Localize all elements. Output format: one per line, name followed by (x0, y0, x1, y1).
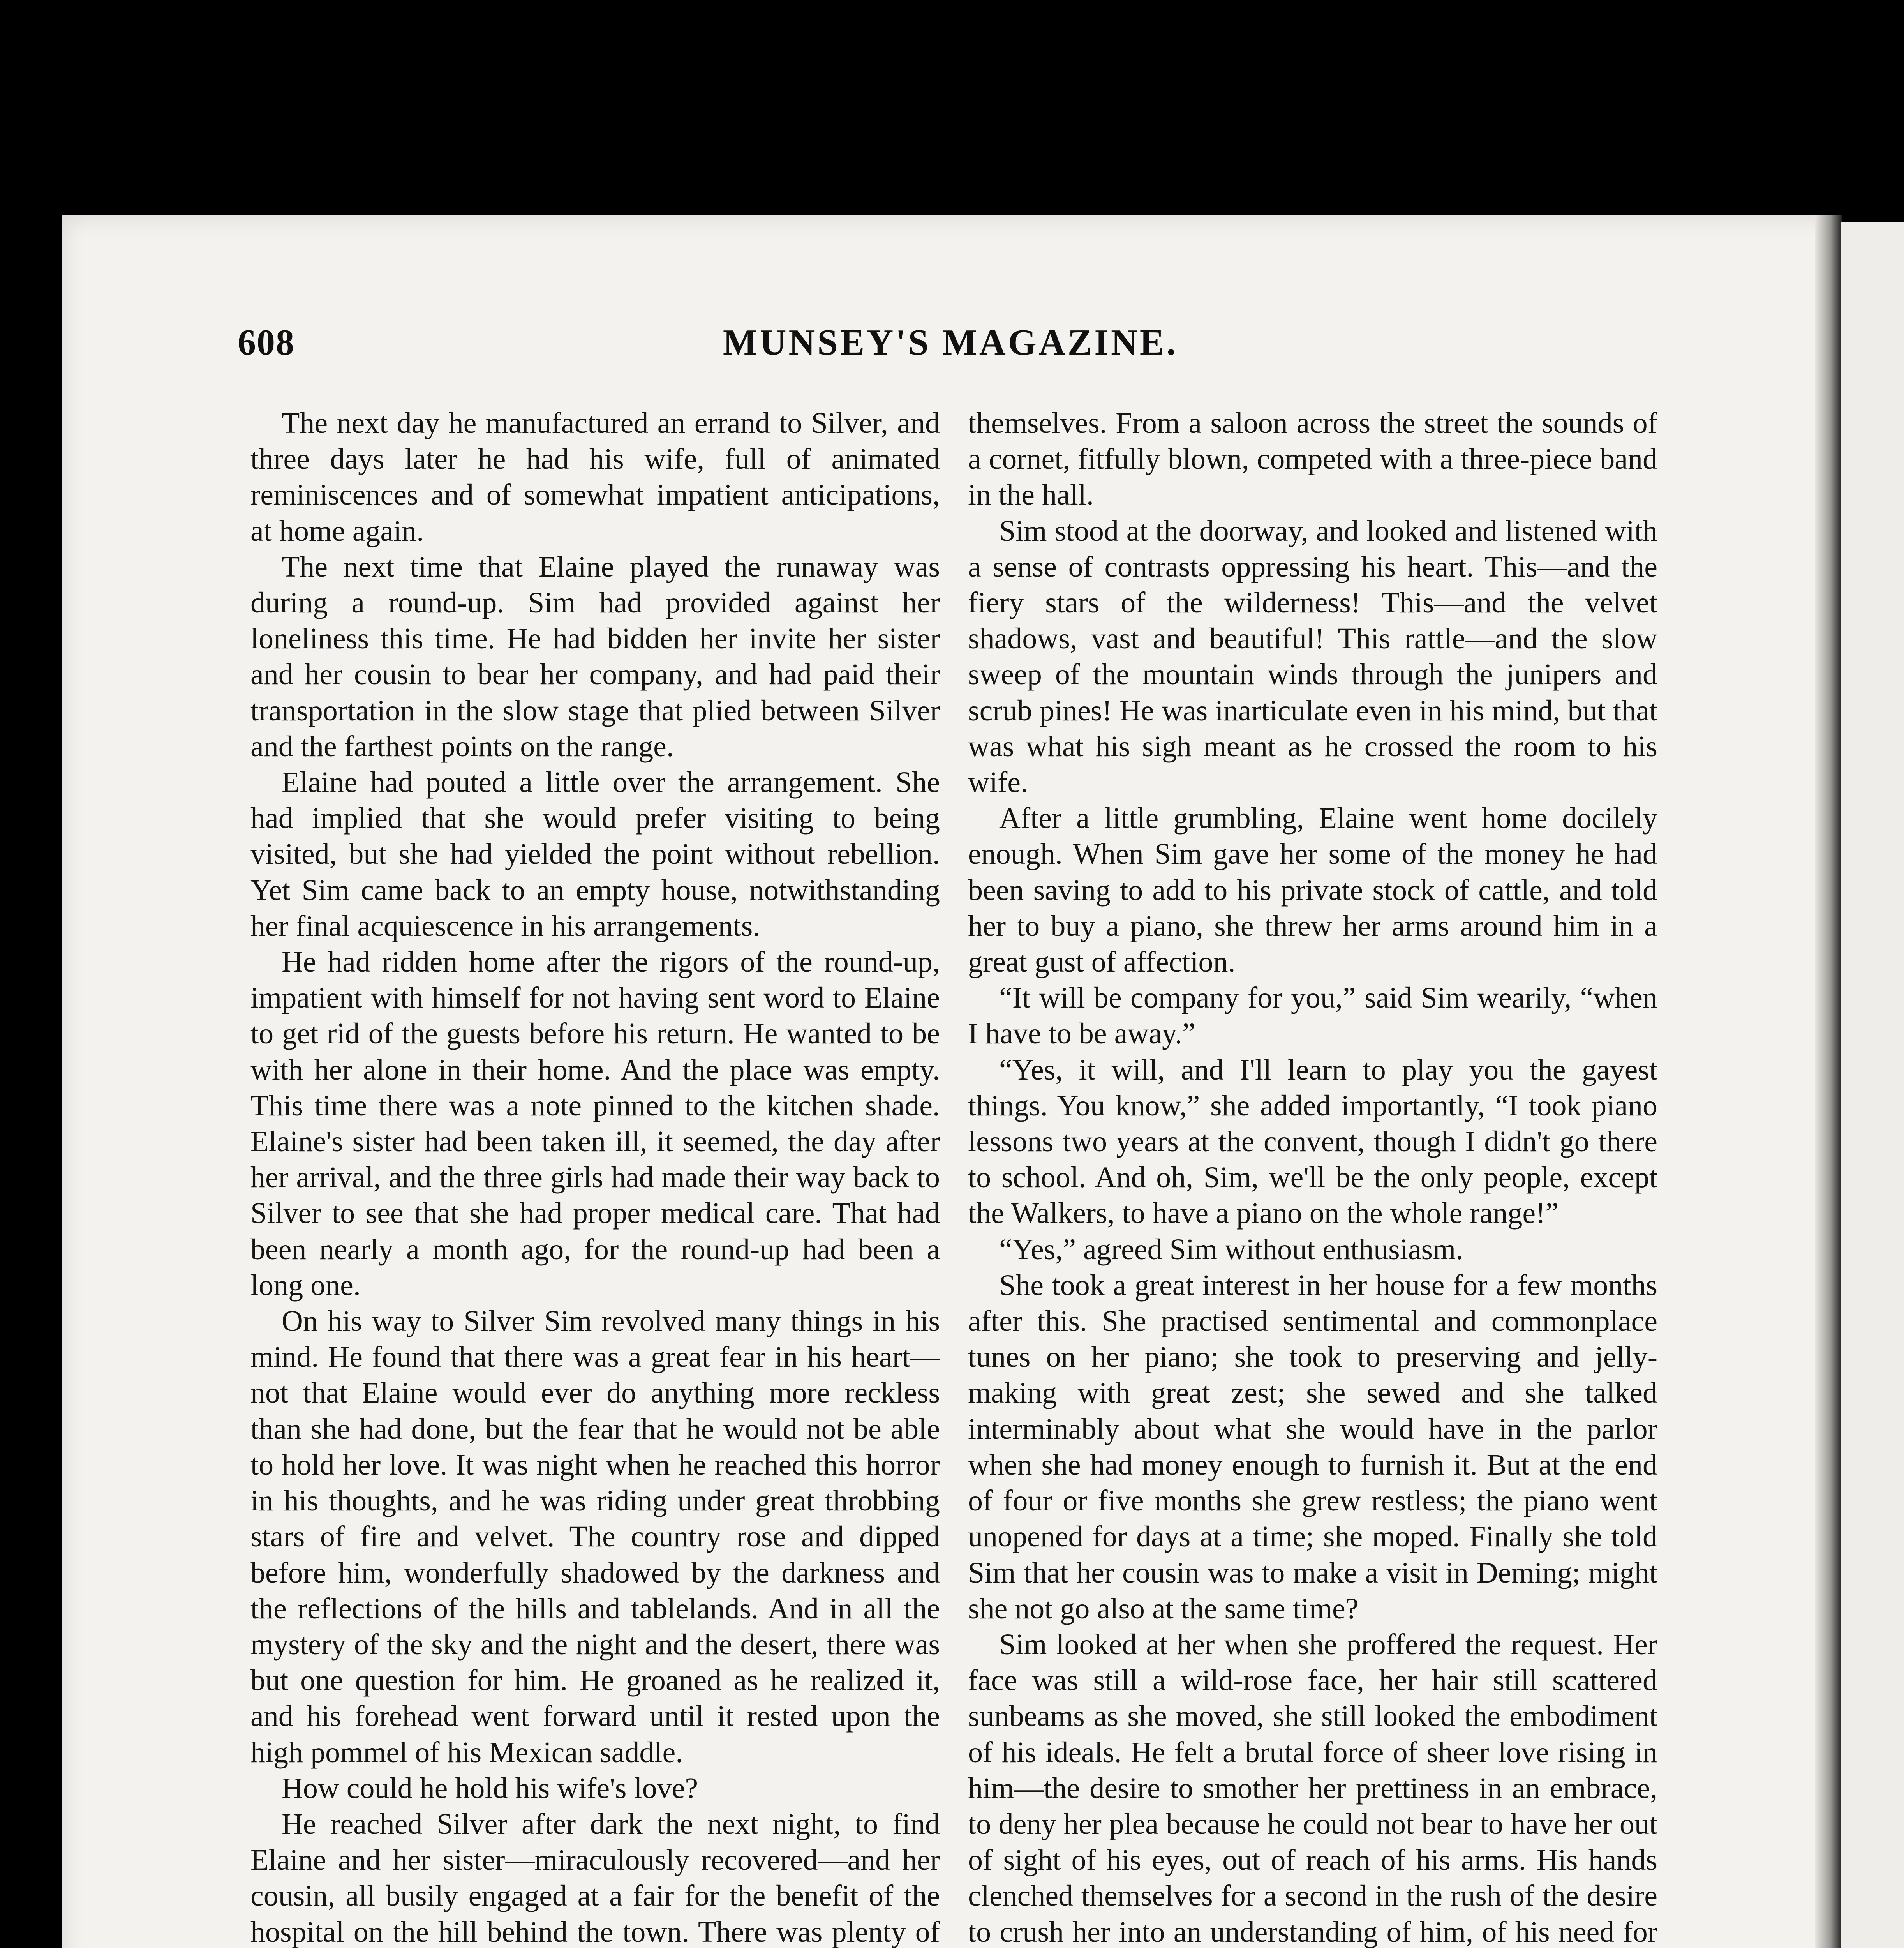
paragraph: “It will be company for you,” said Sim wearily, “when I have to be away.” (968, 981, 1657, 1050)
facing-page-edge (1841, 222, 1904, 1948)
paragraph: On his way to Silver Sim revolved many things in his mind. He found that there was a great fear in his heart—not that Elaine would ever do anything more reckless than she had done, but the fear that he would not be able to hold her love. It was night when he reached this horror in his thoughts, and he was riding under great throbbing stars of fire and velvet. The country rose and dipped before him, wonderfully shadowed by the darkness and the reflections of the hills and tablelands. And in all the mystery of the sky and the night and the desert, there was but one question for him. He groaned as he realized it, and his forehead went forward until it rested upon the high pommel of his Mexican saddle. (250, 1305, 940, 1769)
text-column-right (968, 405, 1657, 1948)
running-head (238, 321, 1663, 368)
paragraph: Sim looked at her when she proffered the request. Her face was still a wild-rose face, her hair still scattered sunbeams as she moved, she still looked the embodiment of his ideals. He felt a brutal force of sheer love rising in him—the desire to smother her prettiness in an embrace, to deny her plea because he could not bear to have her out of sight of his eyes, out of reach of his arms. His hands clenched themselves for a second in the rush of the desire to crush her into an understanding of him, of his need for (968, 1628, 1657, 1948)
page-number: 608 (238, 322, 295, 363)
paragraph: She took a great interest in her house for a few months after this. She practised sentimental and commonplace tunes on her piano; she took to preserving and jelly-making with great zest; she sewed and she talked interminably about what she would have in the parlor when she had money enough to furnish it. But at the end of four or five months she grew restless; the piano went unopened for days at a time; she moped. Finally she told Sim that her cousin was to make a visit in Deming; might she not go also at the same time? (968, 1269, 1657, 1625)
paragraph: He had ridden home after the rigors of the round-up, impatient with himself for not having sent word to Elaine to get rid of the guests before his return. He wanted to be with her alone in their home. And the place was empty. This time there was a note pinned to the kitchen shade. Elaine's sister had been taken ill, it seemed, the day after her arrival, and the three girls had made their way back to Silver to see that she had proper medical care. That had been nearly a month ago, for the round-up had been a long one. (250, 946, 940, 1302)
text-column-left (250, 405, 940, 1948)
paragraph: He reached Silver after dark the next night, to find Elaine and her sister—miraculously recovered—and her cousin, all busily engaged at a fair for the benefit of the hospital on the hill behind the town. There was plenty of (250, 1807, 940, 1948)
page-gutter (1815, 215, 1842, 1948)
paragraph: After a little grumbling, Elaine went home docilely enough. When Sim gave her some of the money he had been saving to add to his private stock of cattle, and told her to buy a piano, she threw her arms around him in a great gust of affection. (968, 802, 1657, 979)
paragraph: Sim stood at the doorway, and looked and listened with a sense of contrasts oppressing his heart. This—and the fiery stars of the wilderness! This—and the velvet shadows, vast and beautiful! This rattle—and the slow sweep of the mountain winds through the junipers and scrub pines! He was inarticulate even in his mind, but that was what his sigh meant as he crossed the room to his wife. (968, 514, 1657, 799)
paragraph: How could he hold his wife's love? (282, 1772, 698, 1805)
paragraph: “Yes, it will, and I'll learn to play you the gayest things. You know,” she added importantly, “I took piano lessons two years at the convent, though I didn't go there to school. And oh, Sim, we'll be the only people, except the Walkers, to have a piano on the whole range!” (968, 1053, 1657, 1230)
paragraph: The next day he manufactured an errand to Silver, and three days later he had his wife, full of animated reminiscences and of somewhat impatient anticipations, at home again. (250, 407, 940, 547)
paragraph: “Yes,” agreed Sim without enthusiasm. (999, 1233, 1463, 1266)
paragraph: The next time that Elaine played the runaway was during a round-up. Sim had provided against her loneliness this time. He had bidden her invite her sister and her cousin to bear her company, and had paid their transportation in the slow stage that plied between Silver and the farthest points on the range. (250, 550, 940, 763)
paragraph: Elaine had pouted a little over the arrangement. She had implied that she would prefer visiting to being visited, but she had yielded the point without rebellion. Yet Sim came back to an empty house, notwithstanding her final acquiescence in his arrangements. (250, 766, 940, 942)
magazine-title: MUNSEY'S MAGAZINE. (723, 322, 1178, 363)
paragraph: themselves. From a saloon across the street the sounds of a cornet, fitfully blown, competed with a three-piece band in the hall. (968, 407, 1657, 512)
